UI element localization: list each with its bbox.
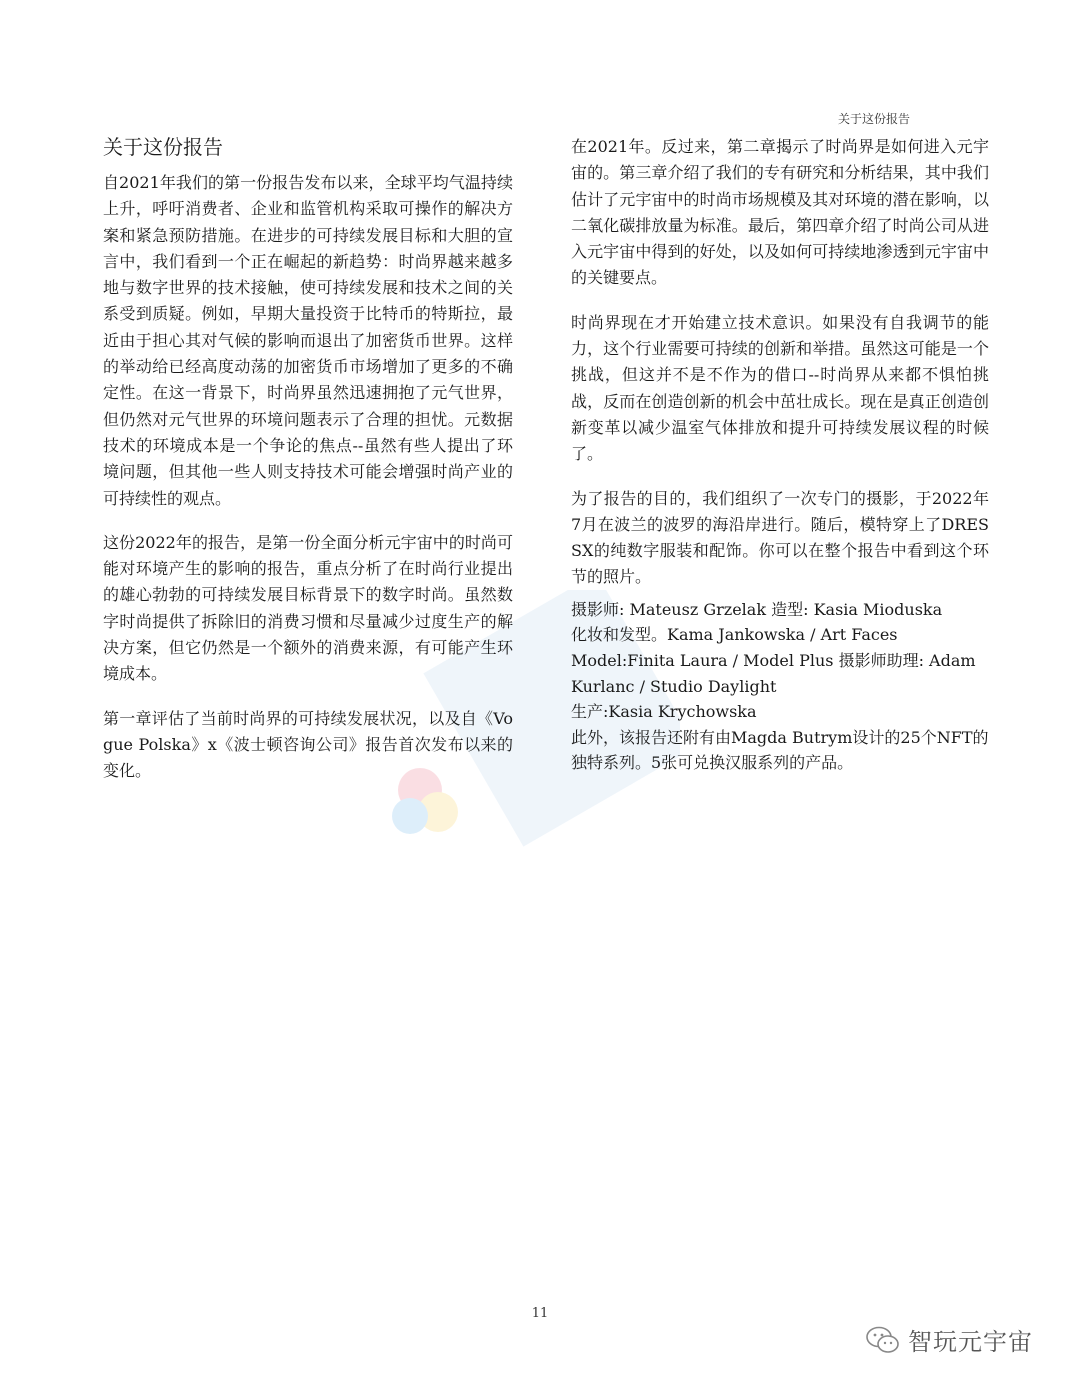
- paragraph: 第一章评估了当前时尚界的可持续发展状况，以及自《Vogue Polska》x《波士顿咨询公司》报告首次发布以来的变化。: [103, 708, 513, 781]
- paragraph: 这份2022年的报告，是第一份全面分析元宇宙中的时尚可能对环境产生的影响的报告，重点分析了在时尚行业提出的雄心勃勃的可持续发展目标背景下的数字时尚。虽然数字时尚提供了拆除旧的消费习惯和尽量减少过度生产的解决方案，但它仍然是一个额外的消费来源，有可能产生环境成本。: [103, 532, 513, 684]
- credit-line: 生产:Kasia Krychowska: [571, 702, 757, 722]
- paragraph: 在2021年。反过来，第二章揭示了时尚界是如何进入元宇宙的。第三章介绍了我们的专有研究和分析结果，其中我们估计了元宇宙中的时尚市场规模及其对环境的潜在影响，以二氧化碳排放量为标准。最后，第四章介绍了时尚公司从进入元宇宙中得到的好处，以及如何可持续地渗透到元宇宙中的关键要点。: [571, 137, 989, 288]
- photo-credits: [571, 597, 989, 776]
- page-number: 11: [531, 1306, 549, 1321]
- brand-name: 智玩元宇宙: [908, 1328, 1033, 1356]
- left-column: [103, 130, 513, 803]
- paragraph: 为了报告的目的，我们组织了一次专门的摄影，于2022年7月在波兰的波罗的海沿岸进行。随后，模特穿上了DRESSX的纯数字服装和配饰。你可以在整个报告中看到这个环节的照片。: [571, 488, 989, 587]
- wechat-icon: [866, 1326, 900, 1354]
- paragraph: 时尚界现在才开始建立技术意识。如果没有自我调节的能力，这个行业需要可持续的创新和举措。虽然这可能是一个挑战，但这并不是不作为的借口--时尚界从来都不惧怕挑战，反而在创造创新的机会中茁壮成长。现在是真正创造创新变革以减少温室气体排放和提升可持续发展议程的时候了。: [571, 312, 989, 464]
- paragraph: 自2021年我们的第一份报告发布以来，全球平均气温持续上升，呼吁消费者、企业和监管机构采取可操作的解决方案和紧急预防措施。在进步的可持续发展目标和大胆的宣言中，我们看到一个正在崛起的新趋势：时尚界越来越多地与数字世界的技术接触，使可持续发展和技术之间的关系受到质疑。例如，早期大量投资于比特币的特斯拉，最近由于担心其对气候的影响而退出了加密货币世界。这样的举动给已经高度动荡的加密货币市场增加了更多的不确定性。在这一背景下，时尚界虽然迅速拥抱了元气世界，但仍然对元气世界的环境问题表示了合理的担忧。元数据技术的环境成本是一个争论的焦点--虽然有些人提出了环境问题，但其他一些人则支持技术可能会增强时尚产业的可持续性的观点。: [103, 173, 513, 508]
- credit-line: 摄影师: Mateusz Grzelak 造型: Kasia Mioduska: [571, 599, 943, 619]
- right-column: [571, 134, 989, 776]
- section-title: 关于这份报告: [103, 135, 223, 159]
- running-header: 关于这份报告: [838, 112, 911, 126]
- credit-line: Model:Finita Laura / Model Plus 摄影师助理: Adam Kurlanc / Studio Daylight: [571, 650, 976, 696]
- credit-line: 化妆和发型。Kama Jankowska / Art Faces: [571, 625, 898, 645]
- brand-watermark: [866, 1322, 1033, 1357]
- credit-line: 此外，该报告还附有由Magda Butrym设计的25个NFT的独特系列。5张可兑换汉服系列的产品。: [571, 727, 989, 773]
